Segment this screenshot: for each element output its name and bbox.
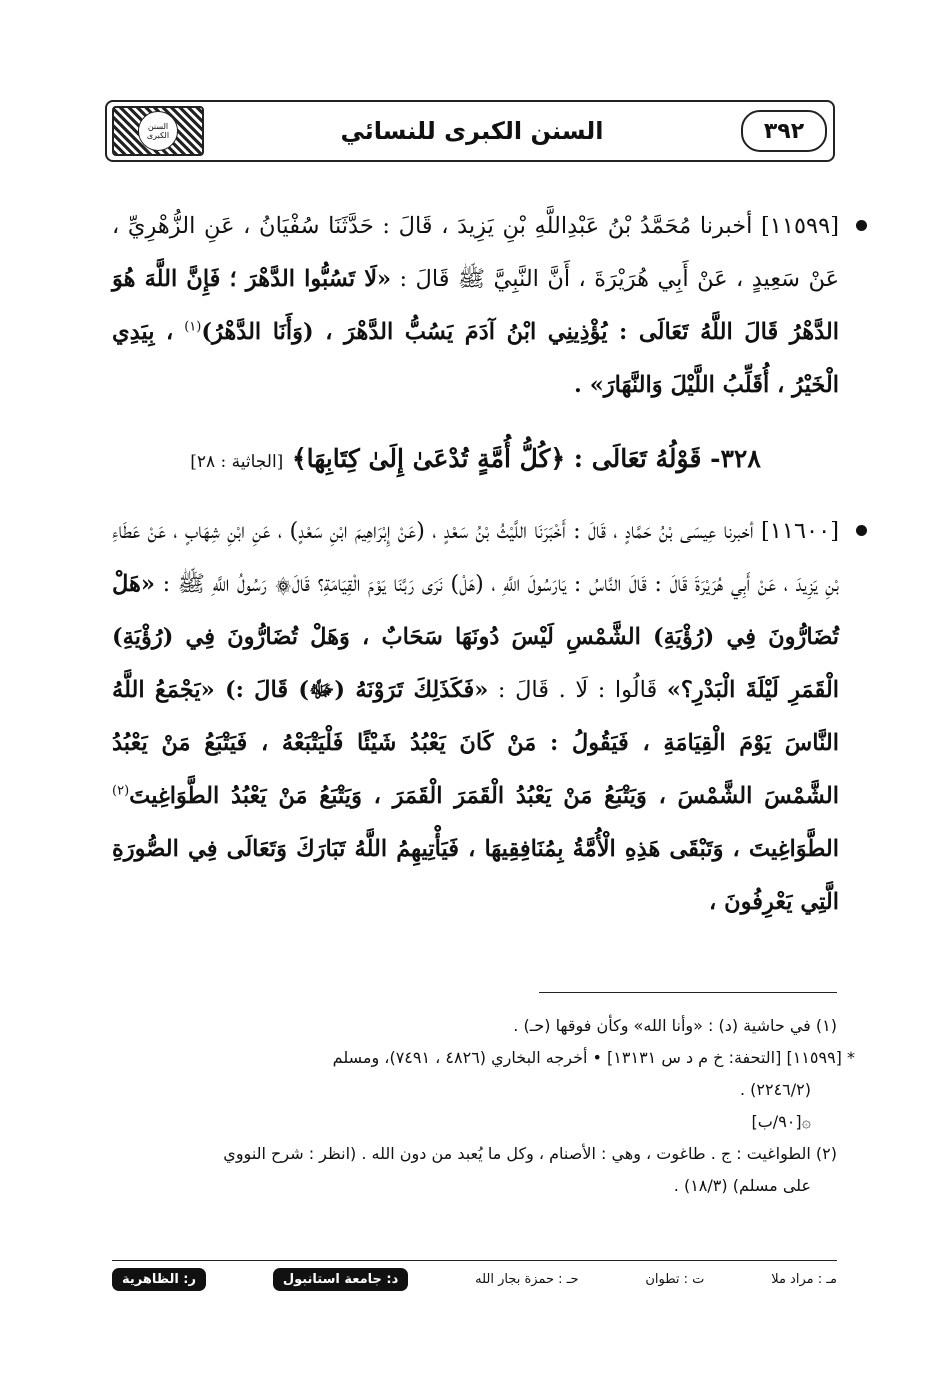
bullet-icon <box>856 525 867 536</box>
isnad-line-1: أخبرنا مُحَمَّدُ بْنُ عَبْدِاللَّهِ بْنِ يَزِيدَ ، قَالَ : حَدَّثَنَا سُفْيَانُ ، عَنِ الزُّهْرِيِّ ، <box>112 213 753 239</box>
matn-part-3: الطَّوَاغِيتَ ، وَتَبْقَى هَذِهِ الْأُمَّةُ بِمُنَافِقِيهَا ، فَيَأْتِيهِمُ اللَّهُ تَبَارَكَ وَتَعَالَى فِي الصُّورَةِ الَّتِي يَعْرِفُونَ ، <box>112 836 839 915</box>
takhrij-line-2: (٢٢٤٦/٢) . <box>739 1080 811 1099</box>
matn-part-1: «هَلْ تُضَارُّونَ فِي (رُؤْيَةِ) الشَّمْسِ لَيْسَ دُونَهَا سَحَابٌ ، وَهَلْ تُضَارُّونَ فِي (رُؤْيَةِ) الْقَمَرِ لَيْلَةَ الْبَدْرِ؟» <box>112 571 839 703</box>
hadith-number: [١١٥٩٩] <box>761 213 840 239</box>
folio-marker: ۞[٩٠/ب] <box>751 1112 811 1131</box>
isnad: أخبرنا عِيسَى بْنُ حَمَّادٍ ، قَالَ : أَخْبَرَنَا اللَّيْثُ بْنُ سَعْدٍ ، (عَنْ إِبْرَاهِيمَ ابْنِ سَعْدٍ) ، عَنِ ابْنِ شِهَابٍ ، عَنْ عَطَاءِ بْنِ يَزِيدَ ، عَنْ أَبِي هُرَيْرَةَ قَالَ : قَالَ النَّاسُ : يَارَسُولَ اللَّهِ ، (هَلْ) نَرَى رَبَّنَا يَوْمَ الْقِيَامَةِ؟ قَالَ۞ رَسُولُ اللَّهِ ﷺ : <box>112 518 840 597</box>
book-logo-text: السنن الكبرى <box>146 122 170 140</box>
book-logo <box>138 111 178 151</box>
matn-part-2: «فَكَذَلِكَ تَرَوْنَهُ (ﷻ) قَالَ :) «يَجْمَعُ اللَّهُ النَّاسَ يَوْمَ الْقِيَامَةِ ، فَيَقُولُ : مَنْ كَانَ يَعْبُدُ شَيْئًا فَلْيَتْبَعْهُ ، فَيَتْبَعُ مَنْ يَعْبُدُ الشَّمْسَ الشَّمْسَ ، وَيَتْبَعُ مَنْ يَعْبُدُ الْقَمَرَ الْقَمَرَ ، وَيَتْبَعُ مَنْ يَعْبُدُ الطَّوَاغِيتَ <box>112 677 839 809</box>
matn-part-2: ، بِيَدِي الْخَيْرُ ، أُقَلِّبُ اللَّيْلَ وَالنَّهَارَ» . <box>112 319 839 398</box>
footnote-1: (١) في حاشية (د) : «وأنا الله» وكأن فوقها (حـ) . <box>513 1016 837 1035</box>
section-heading <box>112 434 839 487</box>
header-ornament-left <box>112 106 204 156</box>
takhrij <box>112 1042 855 1074</box>
manuscript-h: حـ : حمزة بجار الله <box>475 1271 579 1287</box>
footnote-2-line-1: (٢) الطواغيت : ج . طاغوت ، وهي : الأصنام ، وكل ما يُعبد من دون الله . (انظر : شرح النووي <box>223 1144 837 1163</box>
footnote-ref-2[interactable]: (٢) <box>112 783 130 799</box>
reply: قَالُوا : لَا . قَالَ : <box>497 677 658 703</box>
matn-part-1: «لَا تَسُبُّوا الدَّهْرَ ؛ فَإِنَّ اللَّهَ هُوَ الدَّهْرُ قَالَ اللَّهُ تَعَالَى : يُؤْذِينِي ابْنُ آدَمَ يَسُبُّ الدَّهْرَ ، (وَأَنَا الدَّهْرُ) <box>112 266 839 345</box>
quran-reference: [الجاثية : ٢٨] <box>190 452 284 472</box>
footnotes <box>112 1010 855 1202</box>
manuscript-legend <box>112 1264 837 1294</box>
manuscript-r: ر: الظاهرية <box>112 1268 206 1291</box>
footnote-divider <box>539 992 837 993</box>
takhrij-line-1: [١١٥٩٩] [التحفة: خ م د س ١٣١٣١] • أخرجه البخاري (٤٨٢٦ ، ٧٤٩١)، ومسلم <box>332 1048 842 1067</box>
page-header <box>105 100 835 162</box>
manuscript-t: ت : تطوان <box>645 1271 705 1287</box>
isnad-line-2: عَنْ سَعِيدٍ ، عَنْ أَبِي هُرَيْرَةَ ، أَنَّ النَّبِيَّ ﷺ قَالَ : <box>399 266 840 292</box>
manuscript-m: مـ : مراد ملا <box>771 1271 837 1287</box>
section-title: ٣٢٨- قَوْلُهُ تَعَالَى : ﴿كُلُّ أُمَّةٍ تُدْعَىٰ إِلَىٰ كِتَابِهَا﴾ <box>292 444 761 473</box>
page-number: ٣٩٢ <box>741 110 827 152</box>
bottom-divider <box>112 1260 837 1261</box>
footnote-ref-1[interactable]: (١) <box>184 319 202 335</box>
footnote-2-line-2: على مسلم) (١٨/٣) . <box>673 1176 811 1195</box>
book-title: السنن الكبرى للنسائي <box>340 117 604 145</box>
bullet-icon <box>856 220 867 231</box>
main-text <box>112 200 839 929</box>
takhrij-marker: * <box>847 1048 855 1067</box>
hadith-11599 <box>112 200 839 412</box>
hadith-number: [١١٦٠٠] <box>761 518 840 544</box>
manuscript-d: د: جامعة استانبول <box>273 1268 409 1291</box>
hadith-11600 <box>112 505 839 929</box>
